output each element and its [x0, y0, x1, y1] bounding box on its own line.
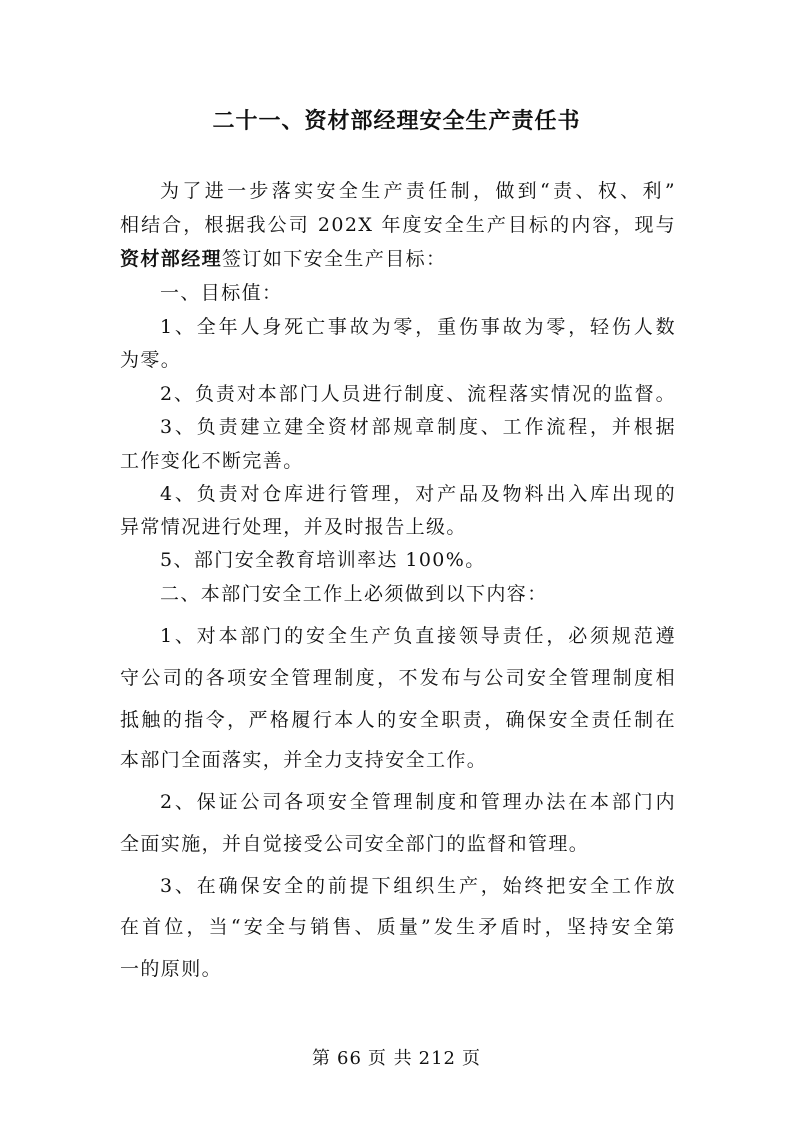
signatory-role: 资材部经理 — [120, 248, 223, 270]
section1-item4-line2: 异常情况进行处理，并及时报告上级。 — [120, 516, 467, 538]
section2-item1-line2: 守公司的各项安全管理制度，不发布与公司安全管理制度相 — [120, 667, 676, 689]
total-pages: 212 — [418, 1048, 456, 1069]
section1-item2-line1: 2、负责对本部门人员进行制度、流程落实情况的监督。 — [160, 383, 676, 405]
section2-item3-line3: 一的原则。 — [120, 958, 223, 980]
section2-item1-line1: 1、对本部门的安全生产负直接领导责任，必须规范遵 — [160, 625, 676, 647]
section2-item1-line3: 抵触的指令，严格履行本人的安全职责，确保安全责任制在 — [120, 709, 676, 731]
section2-item3-line1: 3、在确保安全的前提下组织生产，始终把安全工作放 — [160, 875, 676, 897]
intro-line-1: 为了进一步落实安全生产责任制，做到“责、权、利” — [160, 180, 676, 202]
footer-suffix: 页 — [462, 1048, 481, 1069]
intro-line-3 — [120, 244, 676, 271]
section2-item2-line1: 2、保证公司各项安全管理制度和管理办法在本部门内 — [160, 791, 676, 813]
document-title: 二十一、资材部经理安全生产责任书 — [212, 108, 581, 134]
section2-item1-line4: 本部门全面落实，并全力支持安全工作。 — [120, 749, 488, 771]
intro-line-2: 相结合，根据我公司 202X 年度安全生产目标的内容，现与 — [120, 214, 676, 236]
section1-item3-line2: 工作变化不断完善。 — [120, 450, 304, 472]
page-number: 66 — [337, 1048, 362, 1069]
section1-item4-line1: 4、负责对仓库进行管理，对产品及物料出入库出现的 — [160, 483, 676, 505]
intro-line-3-rest: 签订如下安全生产目标： — [222, 248, 447, 270]
section1-heading: 一、目标值： — [160, 282, 283, 304]
section1-item1-line1: 1、全年人身死亡事故为零，重伤事故为零，轻伤人数 — [160, 316, 676, 338]
footer-middle: 页 共 — [367, 1048, 413, 1069]
section2-item3-line2: 在首位，当“安全与销售、质量”发生矛盾时，坚持安全第 — [120, 916, 676, 938]
section1-item3-line1: 3、负责建立建全资材部规章制度、工作流程，并根据 — [160, 416, 676, 438]
section2-heading: 二、本部门安全工作上必须做到以下内容： — [160, 583, 548, 605]
section1-item1-line2: 为零。 — [120, 349, 182, 371]
section2-item2-line2: 全面实施，并自觉接受公司安全部门的监督和管理。 — [120, 833, 590, 855]
section1-item5-line1: 5、部门安全教育培训率达 100%。 — [160, 549, 486, 571]
footer-prefix: 第 — [312, 1048, 331, 1069]
page-footer — [0, 1044, 793, 1070]
